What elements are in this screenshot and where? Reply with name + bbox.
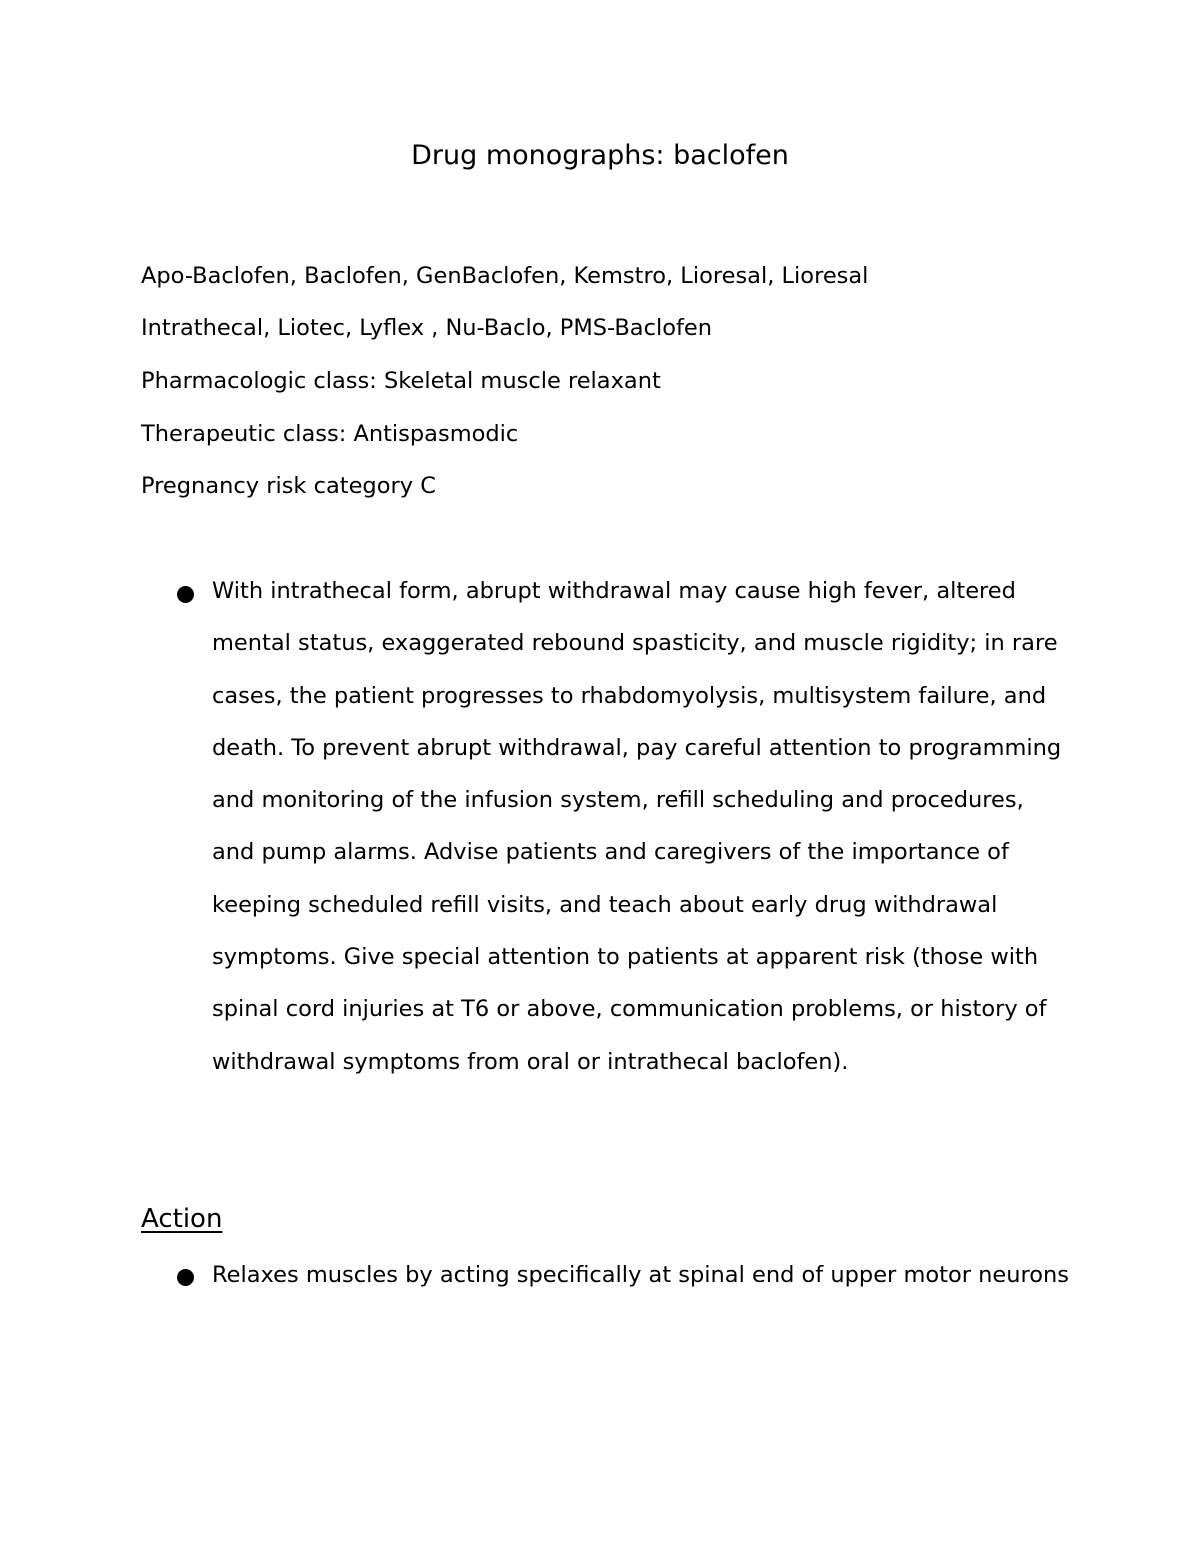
therapeutic-class: Therapeutic class: Antispasmodic — [141, 421, 519, 447]
action-text: Relaxes muscles by acting specifically at spinal end of upper motor neurons — [212, 1262, 1069, 1288]
document-title: Drug monographs: baclofen — [411, 140, 789, 171]
action-heading: Action — [141, 1204, 223, 1234]
withdrawal-warning-text: With intrathecal form, abrupt withdrawal may cause high fever, altered mental status, exaggerated rebound spasticity, and muscle rigidity; in rare cases, the patient progresses to rhabdomyolysis, multisystem failure, and death. To prevent abrupt withdrawal, pay careful attention to programming and monitoring of the infusion system, refill scheduling and procedures, and pump alarms. Advise patients and caregivers of the importance of keeping scheduled refill visits, and teach about early drug withdrawal symptoms. Give special attention to patients at apparent risk (those with spinal cord injuries at T6 or above, communication problems, or history of withdrawal symptoms from oral or intrathecal baclofen). — [212, 578, 1062, 1075]
bullet-icon — [177, 586, 194, 603]
bullet-icon — [177, 1269, 194, 1286]
brand-names-line-1: Apo-Baclofen, Baclofen, GenBaclofen, Kemstro, Lioresal, Lioresal — [141, 263, 869, 289]
brand-names-line-2: Intrathecal, Liotec, Lyflex , Nu-Baclo, PMS-Baclofen — [141, 315, 713, 341]
pregnancy-risk-category: Pregnancy risk category C — [141, 473, 436, 499]
pharmacologic-class: Pharmacologic class: Skeletal muscle relaxant — [141, 368, 661, 394]
